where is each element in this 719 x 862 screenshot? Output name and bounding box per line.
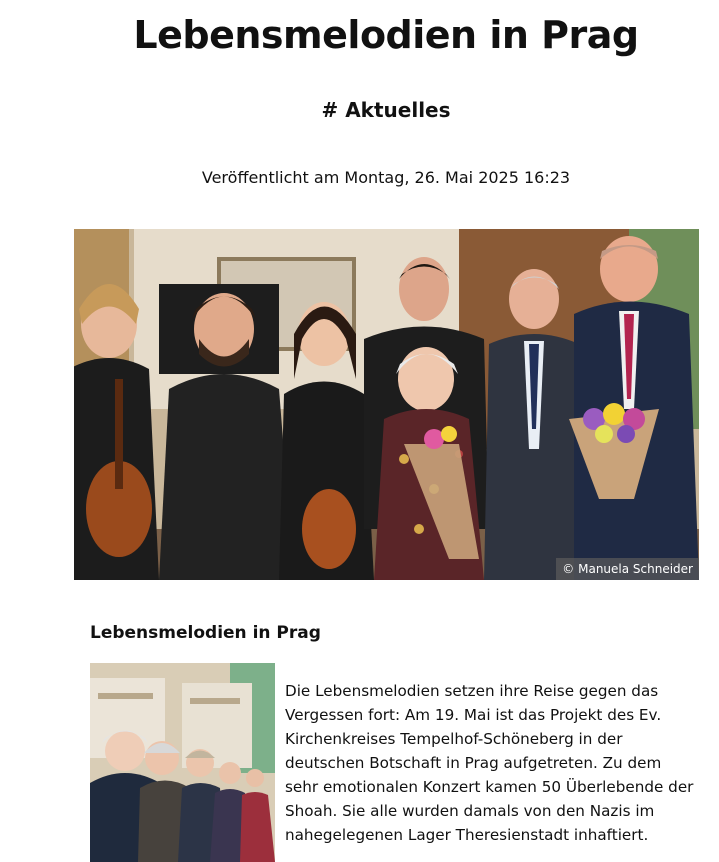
thumbnail-photo-illustration (90, 663, 275, 862)
article-heading: Lebensmelodien in Prag (90, 623, 321, 643)
article-body: Die Lebensmelodien setzen ihre Reise gegen das Vergessen fort: Am 19. Mai ist das Projekt des Ev. Kirchenkreises Tempelhof-Schöneberg in der deutschen Botschaft in Prag aufgetreten. Zu dem sehr emotionalen Konzert kamen 50 Überlebende der Shoah. Sie alle wurden damals von den Nazis im nahegelegenen Lager Theresienstadt inhaftiert. (285, 682, 694, 844)
article-thumbnail-image (90, 663, 275, 862)
hero-photo-illustration (74, 229, 699, 580)
photo-credit: © Manuela Schneider (556, 558, 699, 580)
hero-image (74, 229, 699, 580)
page-title: Lebensmelodien in Prag (133, 13, 639, 57)
category-tag[interactable]: # Aktuelles (321, 98, 451, 122)
published-date: Veröffentlicht am Montag, 26. Mai 2025 16:23 (201, 168, 571, 187)
